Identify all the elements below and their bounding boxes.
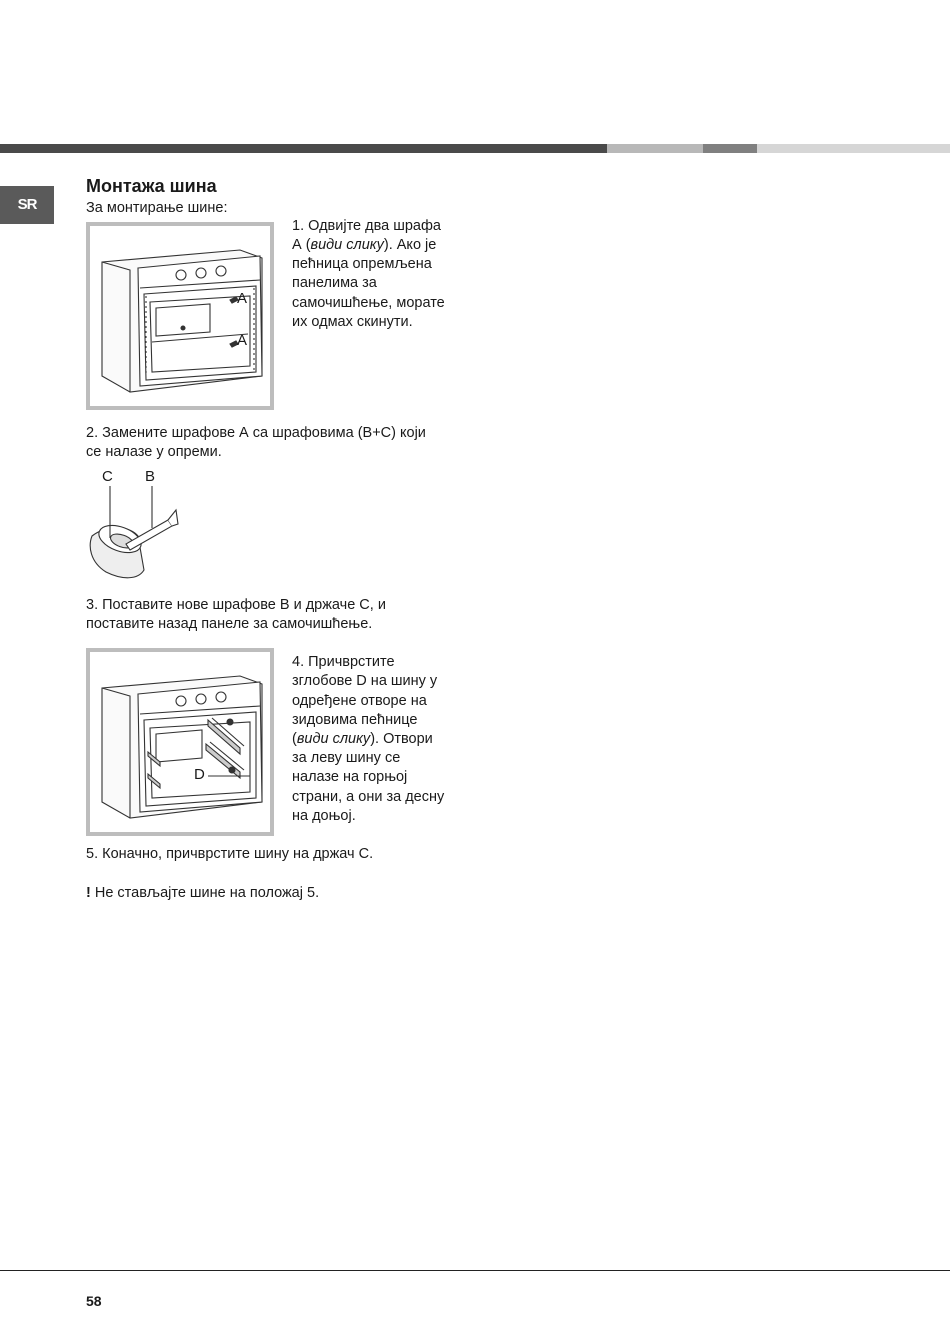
figure-oven-rails xyxy=(86,648,274,836)
bar-segment-light xyxy=(607,144,703,153)
step1-line4: панелима за xyxy=(292,275,377,291)
step1-see-figure: види слику xyxy=(310,237,384,253)
figure-screw-holder xyxy=(80,466,190,586)
warning-text: Не стављајте шине на положај 5. xyxy=(90,885,320,901)
step1-line2 xyxy=(292,236,436,255)
step4-line7: налазе на горњој xyxy=(292,769,408,785)
bar-segment-mid xyxy=(703,144,757,153)
label-b: B xyxy=(145,468,156,485)
step4-see-figure: види слику xyxy=(296,731,371,747)
oven-rails-drawing xyxy=(90,652,270,832)
page-title: Монтажа шина xyxy=(86,176,217,196)
step1-line2-prefix: А ( xyxy=(292,237,311,253)
warning-icon: ! xyxy=(86,885,91,901)
page-number: 58 xyxy=(86,1293,102,1309)
header-color-bar xyxy=(0,144,950,153)
step4-line9: на доњој. xyxy=(292,808,356,824)
footer-divider xyxy=(0,1270,950,1271)
step4-line5 xyxy=(292,730,433,749)
step2-line1: 2. Замените шрафове А са шрафовима (B+C) који xyxy=(86,425,426,441)
step3-line2: поставите назад панеле за самочишћење. xyxy=(86,616,373,632)
step4-line6: за леву шину се xyxy=(292,750,401,766)
step5-text: 5. Коначно, причврстите шину на држач C. xyxy=(86,846,374,862)
label-c: C xyxy=(102,468,113,485)
label-a-bottom: A xyxy=(237,332,248,349)
step4-line5-prefix: ( xyxy=(292,731,297,747)
label-a-top: A xyxy=(237,290,248,307)
step1-line1: 1. Одвијте два шрафа xyxy=(292,218,441,234)
step4-line5-suffix: ). Отвори xyxy=(370,731,433,747)
step4-line8: страни, а они за десну xyxy=(292,789,445,805)
step4-line2: зглобове D на шину у xyxy=(292,673,438,689)
step4-line4: зидовима пећнице xyxy=(292,712,418,728)
oven-drawing xyxy=(90,226,270,406)
step3-line1: 3. Поставите нове шрафове B и држаче C, и xyxy=(86,597,386,613)
bar-segment-pale xyxy=(757,144,950,153)
step2-line2: се налазе у опреми. xyxy=(86,444,222,460)
bar-segment-dark xyxy=(0,144,607,153)
warning-note xyxy=(86,884,319,903)
step1-line6: их одмах скинути. xyxy=(292,314,413,330)
step1-line5: самочишћење, морате xyxy=(292,295,445,311)
screw-holder-drawing xyxy=(80,466,190,586)
label-d: D xyxy=(194,766,205,783)
figure-oven-screws xyxy=(86,222,274,410)
language-tab[interactable]: SR xyxy=(0,186,54,224)
step1-line2-suffix: ). Ако је xyxy=(383,237,437,253)
step4-line1: 4. Причврстите xyxy=(292,654,395,670)
step1-line3: пећница опремљена xyxy=(292,256,432,272)
step4-line3: одређене отворе на xyxy=(292,693,427,709)
intro-text: За монтирање шине: xyxy=(86,200,228,216)
